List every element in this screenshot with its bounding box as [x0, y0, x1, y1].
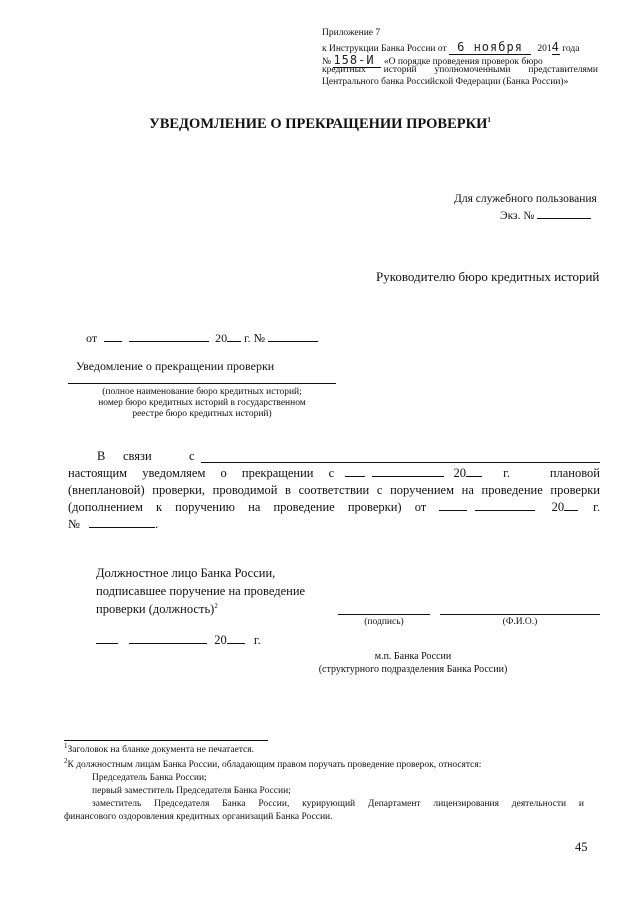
instruction-title-part3: Центрального банка Российской Федерации (Банка России)»	[322, 77, 569, 87]
footnote-2-item-b: первый заместитель Председателя Банка России;	[92, 786, 291, 796]
official-line3	[96, 602, 218, 617]
body-line-5: № .	[68, 517, 159, 531]
body-word-v: В	[97, 449, 106, 463]
number-sign: №	[322, 57, 332, 67]
stop-day-blank[interactable]	[345, 466, 365, 477]
dateline-from: от	[86, 331, 98, 345]
signature-caption: (подпись)	[364, 617, 404, 627]
year-word: года	[562, 44, 580, 54]
dateline-number-label: г. №	[244, 331, 266, 345]
day-blank[interactable]	[104, 331, 122, 342]
stamp-place-label: м.п. Банка России	[374, 651, 452, 662]
bki-caption-line1: (полное наименование бюро кредитных историй;	[102, 387, 302, 397]
handwritten-year-digit: 4	[551, 40, 560, 54]
copy-number-line	[500, 208, 591, 222]
body-line2-year: 20	[453, 466, 467, 480]
footnote-ref-1: 1	[487, 116, 491, 125]
appendix-label: Приложение 7	[322, 28, 381, 38]
body-line4-year: 20	[551, 500, 565, 514]
body-line4-g: г.	[593, 500, 600, 514]
body-word-svyazi: связи	[123, 449, 152, 463]
official-line2: подписавшее поручение на проведение	[96, 584, 306, 598]
notice-label: Уведомление о прекращении проверки	[76, 359, 275, 373]
instruction-title-part1: «О порядке проведения проверок бюро	[383, 57, 543, 67]
year-printed: 201	[537, 44, 552, 54]
year-blank[interactable]	[227, 331, 241, 342]
body-line-4	[68, 500, 600, 515]
bki-caption-line3: реестре бюро кредитных историй)	[132, 409, 272, 419]
body-line2-text: настоящим уведомляем о прекращении с	[68, 466, 335, 480]
bki-name-caption	[68, 387, 336, 420]
body-line4-text: (дополнением к поручению на проведение проверки) от	[68, 500, 427, 514]
order-number-blank[interactable]	[89, 517, 155, 528]
footnote-2-item-c-cont: финансового оздоровления кредитных организаций Банка России.	[64, 812, 333, 822]
instruction-ref-prefix: к Инструкции Банка России от	[322, 44, 447, 54]
body-line2-g: г.	[503, 466, 511, 480]
official-line1: Должностное лицо Банка России,	[96, 566, 276, 580]
footnote-1	[64, 741, 254, 755]
copy-number-label: Экз. №	[500, 210, 535, 222]
order-year-blank[interactable]	[564, 500, 578, 511]
instruction-title-part2: кредитных историй уполномоченными представителями	[322, 65, 598, 75]
order-month-blank[interactable]	[475, 500, 535, 511]
notice-dateline	[86, 331, 318, 346]
handwritten-number: 158-И	[333, 53, 381, 68]
footnote-ref-2: 2	[214, 601, 218, 610]
page-number: 45	[575, 840, 588, 854]
sign-year-blank[interactable]	[227, 633, 245, 644]
footnote-2-item-c: заместитель Председателя Банка России, курирующий Департамент лицензирования деятельности и	[92, 799, 584, 809]
dateline-year: 20	[215, 331, 228, 345]
footnote-separator	[64, 740, 268, 741]
sign-date-year: 20	[214, 633, 227, 647]
handwritten-date: 6 ноября	[449, 40, 531, 55]
body-line-2	[68, 466, 600, 481]
body-line5-number-sign: №	[68, 517, 80, 531]
bki-name-line[interactable]	[68, 383, 336, 384]
footnote-2	[64, 756, 482, 770]
bki-caption-line2: номер бюро кредитных историй в государственном	[98, 398, 306, 408]
sign-day-blank[interactable]	[96, 633, 118, 644]
sign-month-blank[interactable]	[129, 633, 207, 644]
order-day-blank[interactable]	[439, 500, 467, 511]
footnote-1-text: Заголовок на бланке документа не печатается.	[67, 745, 254, 755]
sign-date-g: г.	[253, 633, 261, 647]
stop-month-blank[interactable]	[372, 466, 444, 477]
stop-year-blank[interactable]	[466, 466, 482, 477]
document-title	[0, 116, 640, 133]
footnote-2-text: К должностным лицам Банка России, обладающим правом поручать проведение проверок, относятся:	[67, 760, 482, 770]
sign-date-line	[96, 633, 261, 648]
restriction-mark: Для служебного пользования	[454, 193, 597, 205]
footnote-1-number: 1	[64, 741, 68, 750]
footnote-2-number: 2	[64, 756, 68, 765]
body-word-s: с	[189, 449, 195, 463]
month-blank[interactable]	[129, 331, 209, 342]
addressee: Руководителю бюро кредитных историй	[376, 269, 600, 284]
fio-caption: (Ф.И.О.)	[502, 617, 538, 627]
body-line-3: (внеплановой) проверки, проводимой в соответствии с поручением на проведение проверки	[68, 483, 600, 497]
fio-line[interactable]	[440, 614, 600, 615]
footnote-2-item-a: Председатель Банка России;	[92, 773, 207, 783]
official-position-label: проверки (должность)	[96, 602, 215, 616]
signature-line[interactable]	[338, 614, 430, 615]
body-line2-planned: плановой	[549, 466, 600, 480]
reason-blank[interactable]	[201, 462, 600, 463]
number-blank[interactable]	[268, 331, 318, 342]
document-title-text: УВЕДОМЛЕНИЕ О ПРЕКРАЩЕНИИ ПРОВЕРКИ	[149, 116, 488, 132]
copy-number-blank[interactable]	[537, 208, 591, 219]
stamp-place-caption: (структурного подразделения Банка России)	[318, 664, 508, 675]
